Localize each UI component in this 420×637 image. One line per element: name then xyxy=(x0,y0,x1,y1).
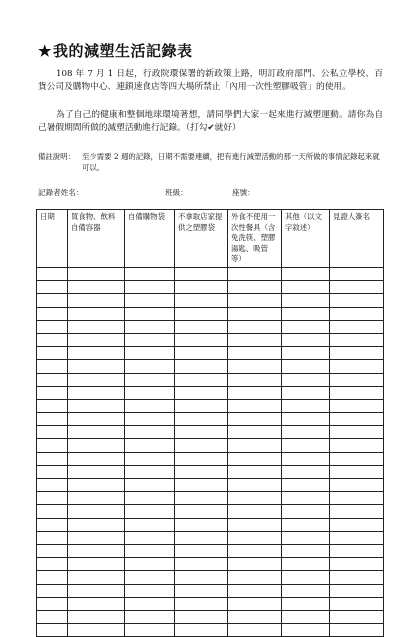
table-cell[interactable] xyxy=(228,347,282,360)
table-cell[interactable] xyxy=(68,558,125,571)
table-row xyxy=(37,294,384,307)
table-cell[interactable] xyxy=(228,360,282,373)
table-cell[interactable] xyxy=(175,584,228,597)
table-cell[interactable] xyxy=(175,386,228,399)
table-cell[interactable] xyxy=(330,610,384,623)
table-cell[interactable] xyxy=(125,320,175,333)
table-cell[interactable] xyxy=(282,294,330,307)
table-cell[interactable] xyxy=(68,518,125,531)
table-cell[interactable] xyxy=(228,558,282,571)
table-cell[interactable] xyxy=(37,360,68,373)
table-cell[interactable] xyxy=(282,373,330,386)
table-cell[interactable] xyxy=(330,584,384,597)
table-row xyxy=(37,268,384,281)
table-cell[interactable] xyxy=(228,320,282,333)
table-cell[interactable] xyxy=(68,439,125,452)
table-cell[interactable] xyxy=(228,465,282,478)
table-cell[interactable] xyxy=(175,333,228,346)
table-row xyxy=(37,505,384,518)
table-cell[interactable] xyxy=(68,465,125,478)
table-cell[interactable] xyxy=(175,571,228,584)
table-cell[interactable] xyxy=(37,571,68,584)
table-cell[interactable] xyxy=(175,479,228,492)
table-cell[interactable] xyxy=(175,399,228,412)
remarks-text: 至少需要 2 週的記錄，日期不需要連續，把有進行減塑活動的那一天所做的事情記錄起來就可以。 xyxy=(82,152,380,172)
table-row xyxy=(37,452,384,465)
table-cell[interactable] xyxy=(37,610,68,623)
table-header-row xyxy=(37,210,384,268)
table-cell[interactable] xyxy=(175,518,228,531)
table-row xyxy=(37,399,384,412)
recorder-name-field[interactable]: 記錄者姓名： xyxy=(38,188,84,197)
table-cell[interactable] xyxy=(175,426,228,439)
table-cell[interactable] xyxy=(282,320,330,333)
table-cell[interactable] xyxy=(228,505,282,518)
table-cell[interactable] xyxy=(68,452,125,465)
table-cell[interactable] xyxy=(175,307,228,320)
intro-paragraph-policy: 108 年 7 月 1 日起，行政院環保署的新政策上路，明訂政府部門、公私立學校、百貨公司及購物中心、連鎖速食店等四大場所禁止「內用一次性塑膠吸管」的使用。 xyxy=(38,69,383,92)
table-cell[interactable] xyxy=(330,386,384,399)
table-cell[interactable] xyxy=(125,347,175,360)
table-cell[interactable] xyxy=(282,505,330,518)
table-cell[interactable] xyxy=(37,320,68,333)
table-cell[interactable] xyxy=(125,360,175,373)
table-cell[interactable] xyxy=(125,426,175,439)
table-cell[interactable] xyxy=(68,479,125,492)
table-row xyxy=(37,386,384,399)
table-cell[interactable] xyxy=(175,413,228,426)
table-cell[interactable] xyxy=(330,281,384,294)
table-row xyxy=(37,544,384,557)
table-cell[interactable] xyxy=(228,268,282,281)
table-cell[interactable] xyxy=(330,413,384,426)
table-cell[interactable] xyxy=(282,347,330,360)
table-cell[interactable] xyxy=(125,333,175,346)
table-cell[interactable] xyxy=(125,505,175,518)
table-cell[interactable] xyxy=(330,465,384,478)
table-cell[interactable] xyxy=(282,452,330,465)
table-cell[interactable] xyxy=(330,492,384,505)
table-cell[interactable] xyxy=(175,492,228,505)
table-cell[interactable] xyxy=(282,439,330,452)
table-cell[interactable] xyxy=(68,571,125,584)
table-cell[interactable] xyxy=(125,452,175,465)
table-cell[interactable] xyxy=(228,492,282,505)
table-cell[interactable] xyxy=(282,558,330,571)
table-cell[interactable] xyxy=(282,584,330,597)
table-cell[interactable] xyxy=(175,373,228,386)
table-cell[interactable] xyxy=(330,426,384,439)
table-cell[interactable] xyxy=(37,386,68,399)
table-cell[interactable] xyxy=(282,597,330,610)
plastic-reduction-log-table xyxy=(36,209,384,637)
table-row xyxy=(37,610,384,623)
table-row xyxy=(37,426,384,439)
table-cell[interactable] xyxy=(330,452,384,465)
table-cell[interactable] xyxy=(125,439,175,452)
table-cell[interactable] xyxy=(68,373,125,386)
table-cell[interactable] xyxy=(282,571,330,584)
table-cell[interactable] xyxy=(37,439,68,452)
table-cell[interactable] xyxy=(68,399,125,412)
table-cell[interactable] xyxy=(68,531,125,544)
table-cell[interactable] xyxy=(282,624,330,637)
table-cell[interactable] xyxy=(330,360,384,373)
table-cell[interactable] xyxy=(330,597,384,610)
table-cell[interactable] xyxy=(68,413,125,426)
table-cell[interactable] xyxy=(68,320,125,333)
table-cell[interactable] xyxy=(125,544,175,557)
table-cell[interactable] xyxy=(228,333,282,346)
table-cell[interactable] xyxy=(125,479,175,492)
table-cell[interactable] xyxy=(125,268,175,281)
table-cell[interactable] xyxy=(125,413,175,426)
table-cell[interactable] xyxy=(37,558,68,571)
table-row xyxy=(37,571,384,584)
table-cell[interactable] xyxy=(282,426,330,439)
table-cell[interactable] xyxy=(37,479,68,492)
table-row xyxy=(37,281,384,294)
table-cell[interactable] xyxy=(282,544,330,557)
table-cell[interactable] xyxy=(68,294,125,307)
table-cell[interactable] xyxy=(68,268,125,281)
table-cell[interactable] xyxy=(228,544,282,557)
table-cell[interactable] xyxy=(175,439,228,452)
table-row xyxy=(37,347,384,360)
table-cell[interactable] xyxy=(330,373,384,386)
table-cell[interactable] xyxy=(68,360,125,373)
table-row xyxy=(37,373,384,386)
table-cell[interactable] xyxy=(228,584,282,597)
table-row xyxy=(37,413,384,426)
table-cell[interactable] xyxy=(282,492,330,505)
table-cell[interactable] xyxy=(37,624,68,637)
table-row xyxy=(37,624,384,637)
table-cell[interactable] xyxy=(330,479,384,492)
table-cell[interactable] xyxy=(330,307,384,320)
table-cell[interactable] xyxy=(68,584,125,597)
table-cell[interactable] xyxy=(330,505,384,518)
table-cell[interactable] xyxy=(175,505,228,518)
table-cell[interactable] xyxy=(228,307,282,320)
table-cell[interactable] xyxy=(330,558,384,571)
table-cell[interactable] xyxy=(330,333,384,346)
table-cell[interactable] xyxy=(175,465,228,478)
class-field[interactable]: 班級： xyxy=(165,188,188,197)
table-row xyxy=(37,492,384,505)
table-cell[interactable] xyxy=(37,465,68,478)
table-cell[interactable] xyxy=(68,492,125,505)
table-cell[interactable] xyxy=(282,360,330,373)
table-cell[interactable] xyxy=(330,268,384,281)
table-cell[interactable] xyxy=(37,294,68,307)
table-cell[interactable] xyxy=(37,531,68,544)
table-cell[interactable] xyxy=(125,624,175,637)
table-cell[interactable] xyxy=(175,558,228,571)
table-cell[interactable] xyxy=(175,610,228,623)
table-cell[interactable] xyxy=(228,426,282,439)
table-cell[interactable] xyxy=(68,597,125,610)
table-cell[interactable] xyxy=(282,518,330,531)
table-cell[interactable] xyxy=(125,492,175,505)
table-cell[interactable] xyxy=(330,518,384,531)
table-cell[interactable] xyxy=(37,492,68,505)
table-cell[interactable] xyxy=(125,399,175,412)
table-cell[interactable] xyxy=(228,399,282,412)
table-cell[interactable] xyxy=(228,531,282,544)
table-cell[interactable] xyxy=(175,268,228,281)
table-cell[interactable] xyxy=(68,386,125,399)
table-cell[interactable] xyxy=(282,268,330,281)
table-cell[interactable] xyxy=(282,386,330,399)
table-cell[interactable] xyxy=(282,531,330,544)
table-body xyxy=(37,268,384,637)
table-cell[interactable] xyxy=(125,571,175,584)
table-cell[interactable] xyxy=(282,281,330,294)
table-cell[interactable] xyxy=(228,281,282,294)
table-cell[interactable] xyxy=(330,320,384,333)
table-cell[interactable] xyxy=(125,518,175,531)
table-cell[interactable] xyxy=(228,386,282,399)
table-cell[interactable] xyxy=(125,610,175,623)
table-cell[interactable] xyxy=(175,597,228,610)
table-cell[interactable] xyxy=(37,373,68,386)
table-cell[interactable] xyxy=(125,584,175,597)
table-cell[interactable] xyxy=(228,439,282,452)
table-cell[interactable] xyxy=(175,320,228,333)
table-cell[interactable] xyxy=(228,597,282,610)
table-row xyxy=(37,439,384,452)
table-cell[interactable] xyxy=(125,386,175,399)
table-cell[interactable] xyxy=(282,399,330,412)
table-cell[interactable] xyxy=(125,465,175,478)
table-cell[interactable] xyxy=(228,479,282,492)
table-row xyxy=(37,360,384,373)
table-cell[interactable] xyxy=(330,544,384,557)
page-title xyxy=(38,40,192,61)
table-cell[interactable] xyxy=(330,399,384,412)
table-cell[interactable] xyxy=(68,333,125,346)
table-row xyxy=(37,479,384,492)
table-cell[interactable] xyxy=(330,624,384,637)
table-cell[interactable] xyxy=(282,413,330,426)
intro-paragraph-instructions: 為了自己的健康和整個地球環境著想，請同學們大家一起來進行減塑運動。請你為自己暑假期間所做的減塑活動進行記錄。（打勾✔就好） xyxy=(38,110,383,133)
header-witness-signature: 見證人簽名 xyxy=(330,210,384,268)
table-cell[interactable] xyxy=(68,307,125,320)
table-row xyxy=(37,465,384,478)
table-cell[interactable] xyxy=(175,281,228,294)
table-cell[interactable] xyxy=(175,347,228,360)
table-cell[interactable] xyxy=(37,333,68,346)
table-cell[interactable] xyxy=(37,505,68,518)
table-cell[interactable] xyxy=(175,452,228,465)
table-cell[interactable] xyxy=(37,307,68,320)
header-own-shopping-bag: 自備購物袋 xyxy=(125,210,175,268)
table-cell[interactable] xyxy=(330,294,384,307)
table-cell[interactable] xyxy=(68,281,125,294)
table-cell[interactable] xyxy=(37,597,68,610)
table-cell[interactable] xyxy=(37,399,68,412)
table-row xyxy=(37,584,384,597)
table-cell[interactable] xyxy=(228,373,282,386)
remarks-label: 備註說明： xyxy=(38,152,75,161)
page-title-text: 我的減塑生活記錄表 xyxy=(52,42,193,60)
table-row xyxy=(37,531,384,544)
table-cell[interactable] xyxy=(37,281,68,294)
star-icon: ★ xyxy=(38,42,52,60)
table-row xyxy=(37,320,384,333)
header-refuse-plastic-bag: 不拿取店家提供之塑膠袋 xyxy=(175,210,228,268)
table-cell[interactable] xyxy=(228,571,282,584)
table-row xyxy=(37,597,384,610)
table-cell[interactable] xyxy=(37,347,68,360)
table-cell[interactable] xyxy=(125,294,175,307)
table-cell[interactable] xyxy=(175,360,228,373)
table-cell[interactable] xyxy=(37,268,68,281)
table-cell[interactable] xyxy=(37,518,68,531)
table-cell[interactable] xyxy=(68,426,125,439)
table-cell[interactable] xyxy=(282,307,330,320)
table-cell[interactable] xyxy=(175,531,228,544)
table-cell[interactable] xyxy=(228,413,282,426)
table-cell[interactable] xyxy=(330,347,384,360)
header-no-disposable-utensils: 外食不使用一次性餐具（含免洗筷、塑膠湯匙、吸管等） xyxy=(228,210,282,268)
table-cell[interactable] xyxy=(68,505,125,518)
table-row xyxy=(37,558,384,571)
table-cell[interactable] xyxy=(37,426,68,439)
table-cell[interactable] xyxy=(330,439,384,452)
table-cell[interactable] xyxy=(330,531,384,544)
table-row xyxy=(37,307,384,320)
table-cell[interactable] xyxy=(282,479,330,492)
table-cell[interactable] xyxy=(37,452,68,465)
table-cell[interactable] xyxy=(228,294,282,307)
table-cell[interactable] xyxy=(37,413,68,426)
table-cell[interactable] xyxy=(228,624,282,637)
table-cell[interactable] xyxy=(228,610,282,623)
table-cell[interactable] xyxy=(228,518,282,531)
table-cell[interactable] xyxy=(282,333,330,346)
header-other: 其他（以文字敘述） xyxy=(282,210,330,268)
table-cell[interactable] xyxy=(68,347,125,360)
seat-number-field[interactable]: 座號： xyxy=(232,188,255,197)
table-cell[interactable] xyxy=(68,544,125,557)
table-cell[interactable] xyxy=(228,452,282,465)
table-cell[interactable] xyxy=(37,544,68,557)
table-row xyxy=(37,333,384,346)
table-cell[interactable] xyxy=(125,281,175,294)
table-cell[interactable] xyxy=(330,571,384,584)
table-cell[interactable] xyxy=(68,610,125,623)
table-cell[interactable] xyxy=(125,558,175,571)
table-cell[interactable] xyxy=(125,531,175,544)
table-cell[interactable] xyxy=(125,307,175,320)
table-cell[interactable] xyxy=(175,294,228,307)
table-cell[interactable] xyxy=(282,610,330,623)
table-cell[interactable] xyxy=(175,624,228,637)
header-own-container: 買食物、飲料自備容器 xyxy=(68,210,125,268)
table-cell[interactable] xyxy=(175,544,228,557)
table-cell[interactable] xyxy=(282,465,330,478)
table-cell[interactable] xyxy=(125,373,175,386)
table-cell[interactable] xyxy=(37,584,68,597)
table-cell[interactable] xyxy=(68,624,125,637)
table-cell[interactable] xyxy=(125,597,175,610)
table-row xyxy=(37,518,384,531)
header-date: 日期 xyxy=(37,210,68,268)
